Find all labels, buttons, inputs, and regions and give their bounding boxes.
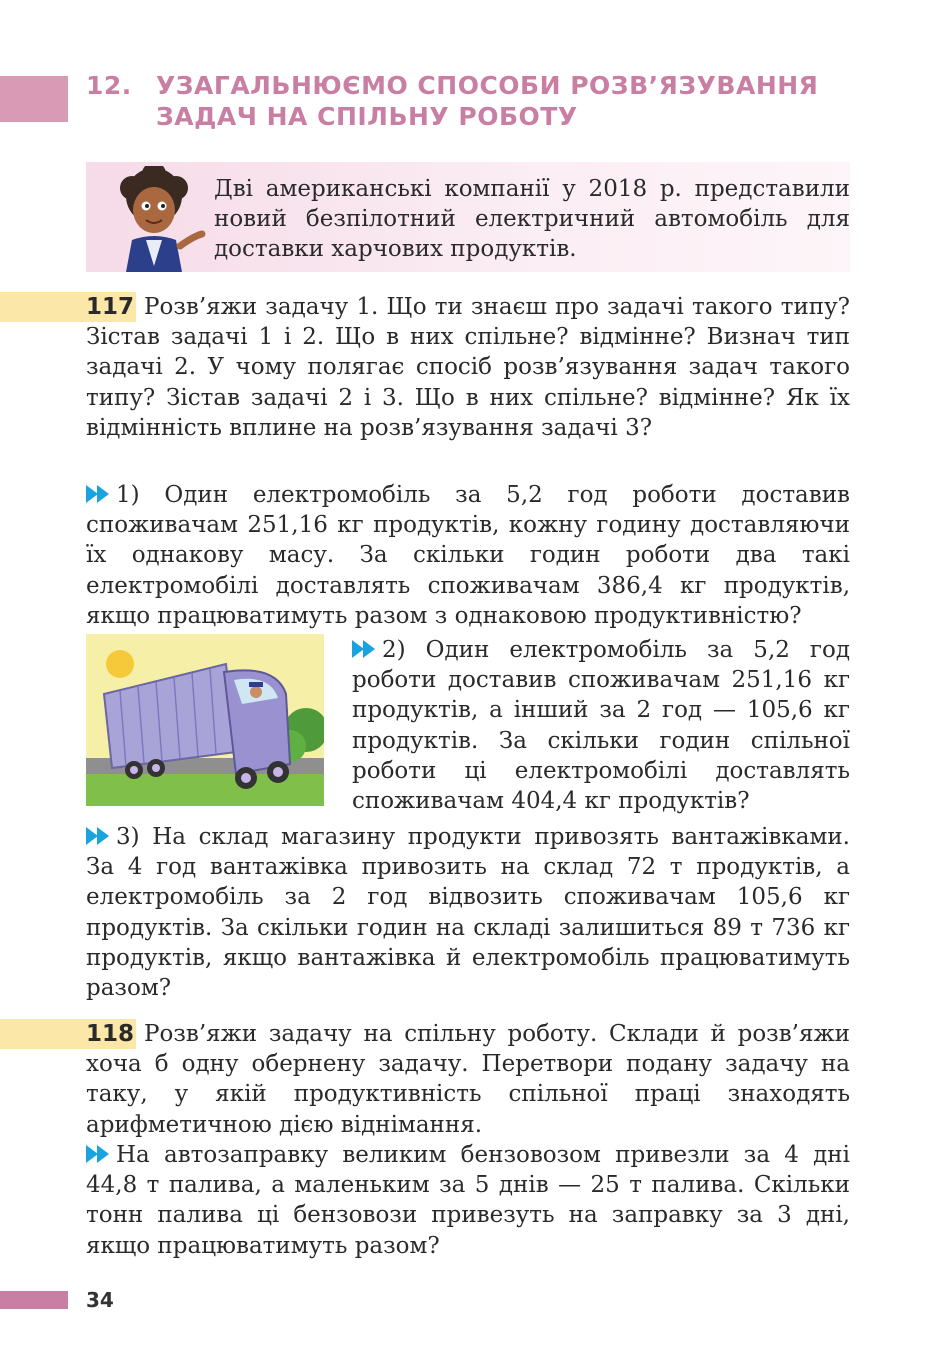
electric-truck-illustration — [86, 634, 324, 806]
task-117-problem-1-text: 1) Один електромобіль за 5,2 год роботи доставив споживачам 251,16 кг продуктів, кожну годину доставляючи їх однакову масу. За скільки годин роботи два такі електромобілі доставлять споживачам 386,4 кг продуктів, якщо працюватимуть разом з однаковою продуктивністю? — [86, 482, 850, 629]
task-117-problem-2 — [352, 635, 850, 816]
task-118-question-text: Розв’яжи задачу на спільну роботу. Склади й розв’яжи хоча б одну обернену задачу. Перетвори подану задачу на таку, у якій продуктивність спільної праці знаходять арифметичною дією віднімання. — [86, 1021, 850, 1138]
task-117-number: 117 — [86, 294, 135, 320]
intro-text: Дві американські компанії у 2018 р. представили новий безпілотний електричний автомобіль для доставки харчових продуктів. — [214, 176, 850, 262]
section-heading — [86, 70, 866, 132]
task-117-problem-3-text: 3) На склад магазину продукти привозять вантажівками. За 4 год вантажівка привозить на склад 72 т продуктів, а електромобіль за 2 год відвозить споживачам 105,6 кг продуктів. За скільки годин на складі залишиться 89 т 736 кг продуктів, якщо вантажівка й електромобіль працюватимуть разом? — [86, 824, 850, 1002]
task-117-problem-1 — [86, 480, 850, 631]
double-arrow-right-icon — [86, 827, 116, 845]
section-title-line2: ЗАДАЧ НА СПІЛЬНУ РОБОТУ — [156, 102, 578, 131]
task-117-question-text: Розв’яжи задачу 1. Що ти знаєш про задачі такого типу? Зістав задачі 1 і 2. Що в них спільне? відмінне? Визнач тип задачі 2. У чому полягає спосіб розв’язування задач такого типу? Зістав задачі 2 і 3. Що в них спільне? відмінне? Як їх відмінність вплине на розв’язування задачі 3? — [86, 294, 850, 441]
task-118-problem-text: На автозаправку великим бензовозом привезли за 4 дні 44,8 т палива, а маленьким за 5 днів — 25 т палива. Скільки тонн палива ці бензовози привезуть на заправку за 3 дні, якщо працюватимуть разом? — [86, 1142, 850, 1259]
task-118-problem — [86, 1140, 850, 1261]
double-arrow-right-icon — [86, 485, 116, 503]
task-118-number: 118 — [86, 1021, 135, 1047]
task-117-question — [86, 292, 850, 443]
task-117-problem-3 — [86, 822, 850, 1003]
section-number: 12. — [86, 71, 132, 100]
boy-character-illustration — [102, 166, 212, 272]
double-arrow-right-icon — [86, 1145, 116, 1163]
page-number: 34 — [86, 1288, 114, 1312]
double-arrow-right-icon — [352, 640, 382, 658]
section-title-line1: УЗАГАЛЬНЮЄМО СПОСОБИ РОЗВ’ЯЗУВАННЯ — [156, 71, 819, 100]
task-117-problem-2-text: 2) Один електромобіль за 5,2 год роботи доставив споживачам 251,16 кг продуктів, а інший за 2 год — 105,6 кг продуктів. За скільки годин спільної роботи ці електромобілі доставлять споживачам 404,4 кг продуктів? — [352, 637, 850, 815]
page-number-bar — [0, 1291, 68, 1309]
task-118-question — [86, 1019, 850, 1140]
intro-box — [86, 162, 850, 272]
heading-accent-bar — [0, 76, 68, 122]
